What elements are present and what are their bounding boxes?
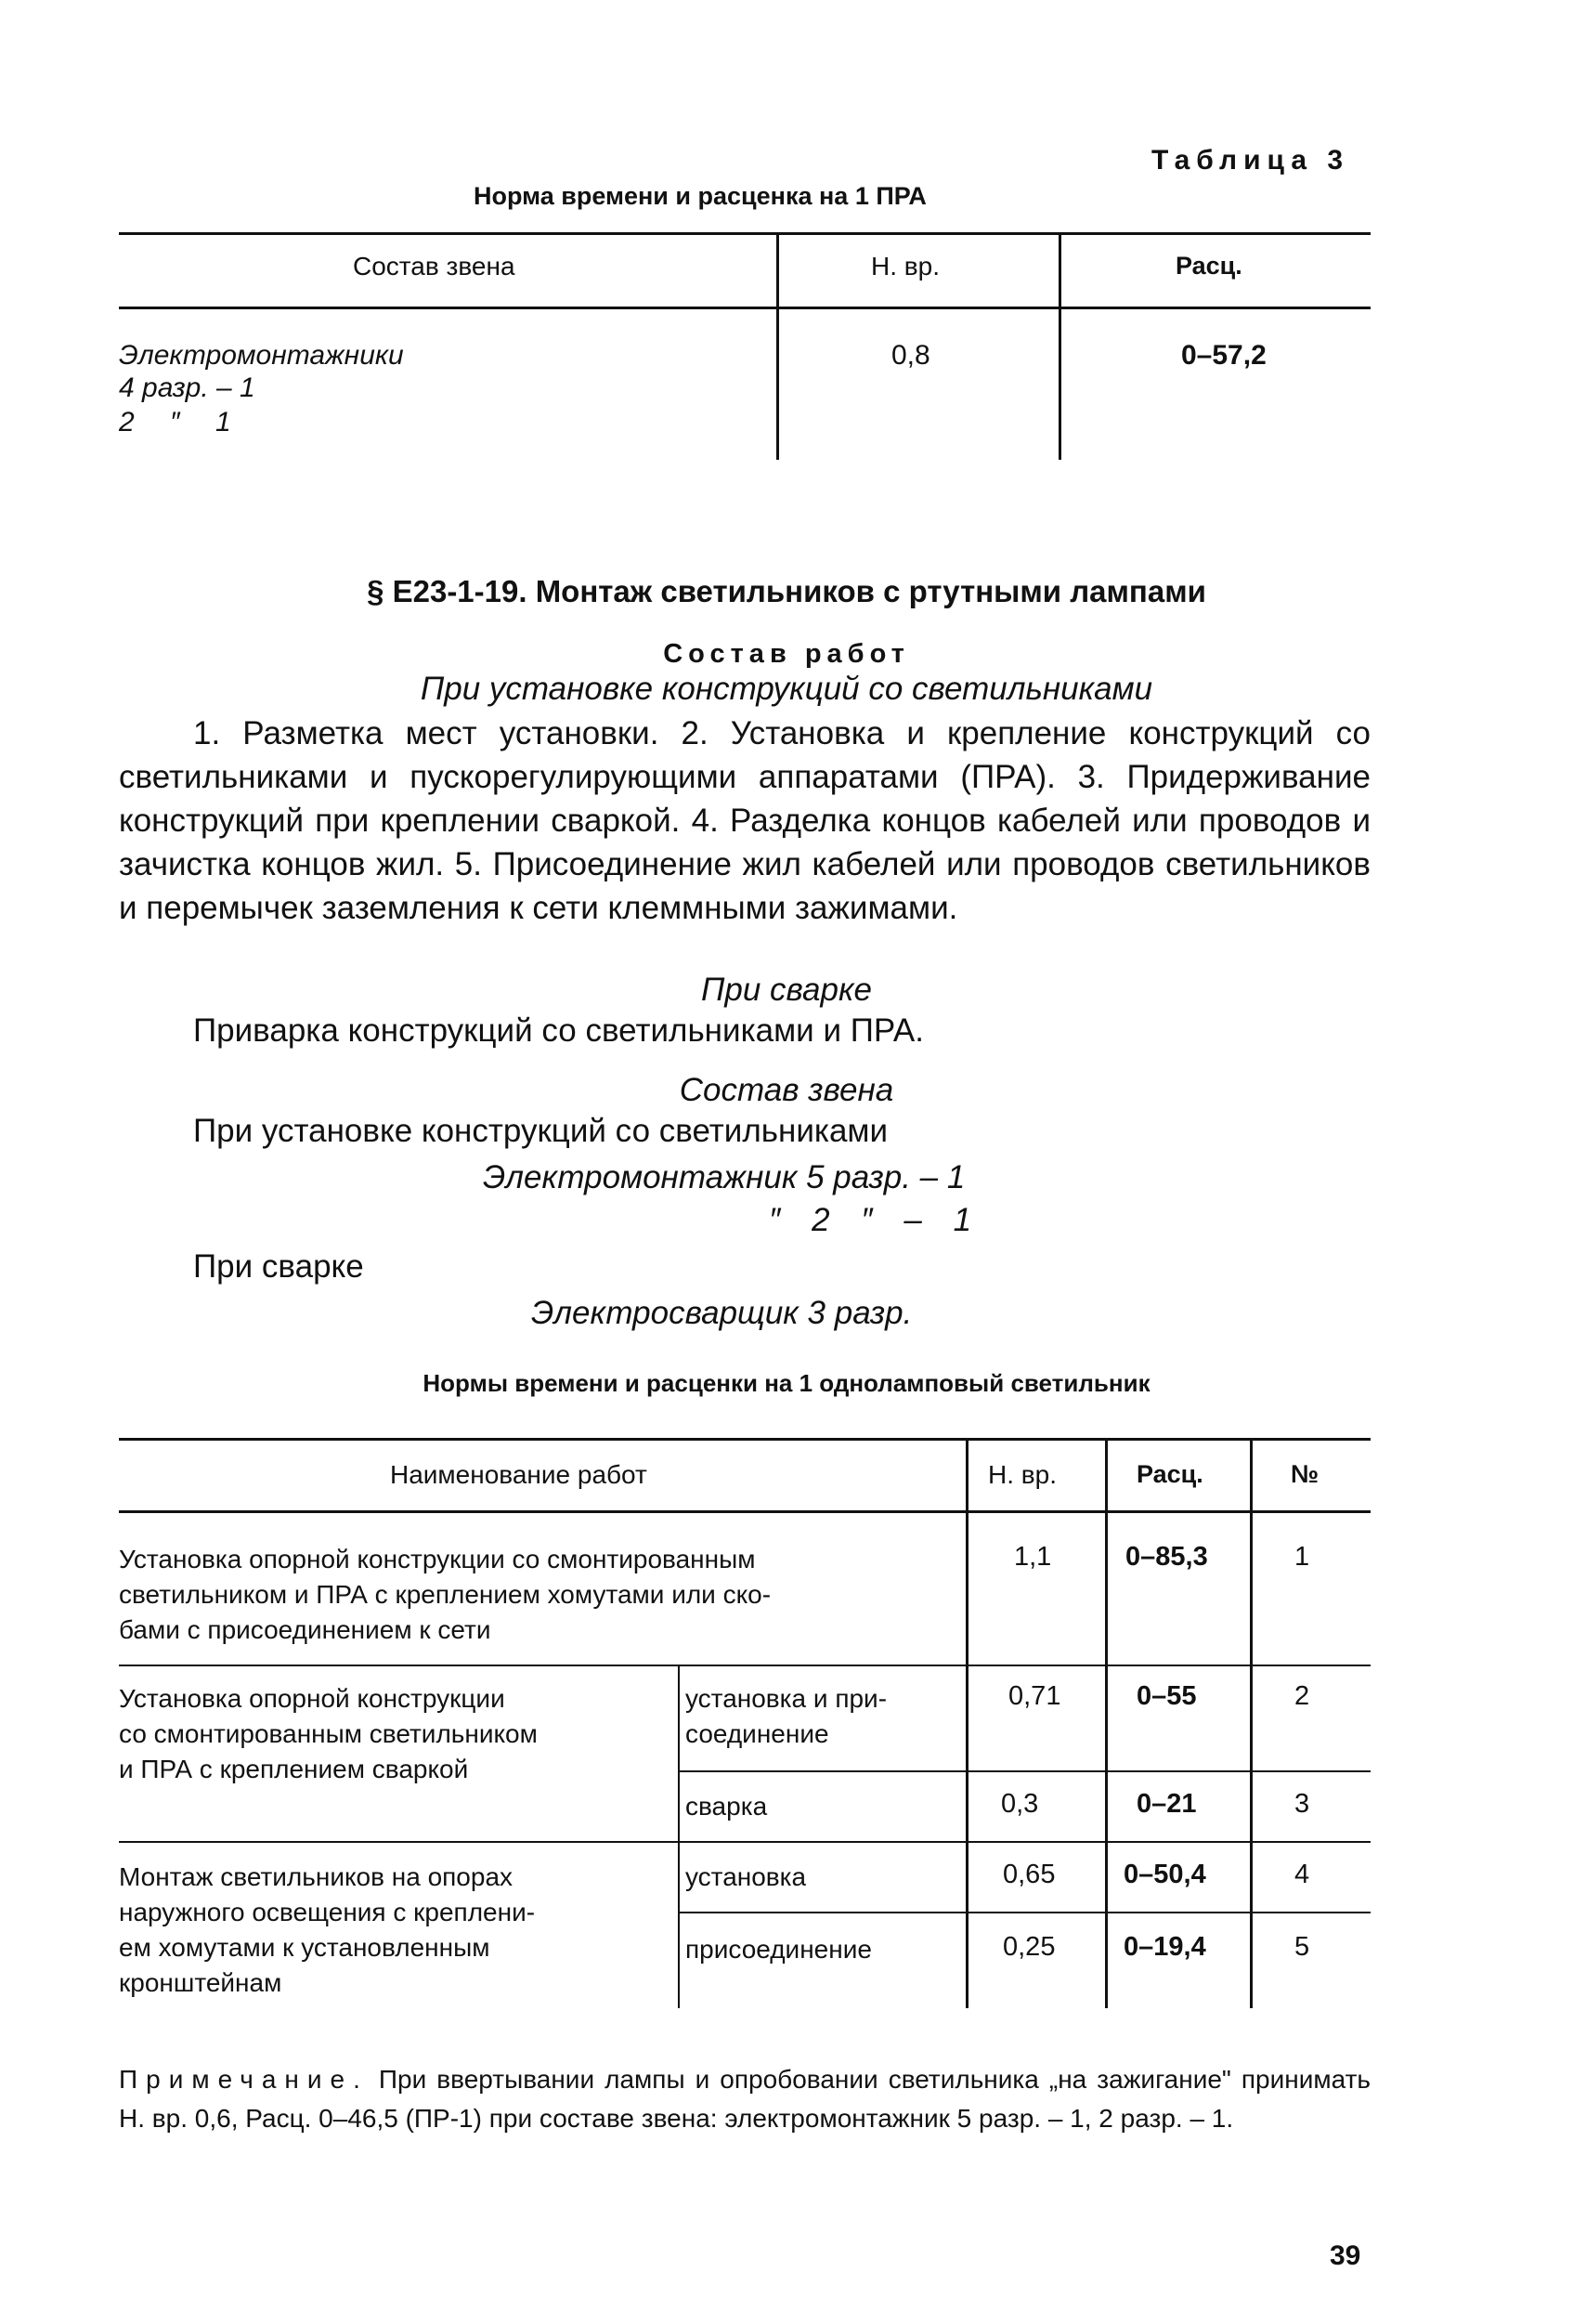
table2-subrow-rule bbox=[678, 1770, 1371, 1772]
table2-row2-name: со смонтированным светильником bbox=[119, 1719, 538, 1748]
table2-rate: 0–50,4 bbox=[1124, 1860, 1206, 1889]
table2-norm: 0,3 bbox=[1001, 1789, 1039, 1819]
table2-title: Нормы времени и расценки на 1 одноламповый светильник bbox=[422, 1369, 1150, 1397]
table2-row-rule bbox=[119, 1665, 1371, 1666]
table2-subwork: присоединение bbox=[685, 1935, 872, 1964]
crew-heading: Состав звена bbox=[679, 1072, 894, 1108]
table2-header-number: № bbox=[1291, 1460, 1320, 1488]
table3-header-rule bbox=[119, 307, 1371, 309]
page-number: 39 bbox=[1330, 2240, 1361, 2271]
table2-row1-name: Установка опорной конструкции со смонтированным bbox=[119, 1545, 756, 1573]
table2-number: 4 bbox=[1294, 1860, 1310, 1889]
table3-top-rule bbox=[119, 232, 1371, 235]
table2-subwork: установка и при- bbox=[685, 1684, 888, 1713]
table2-rate: 0–21 bbox=[1137, 1789, 1197, 1819]
table2-rate: 0–55 bbox=[1137, 1681, 1197, 1711]
table2-norm: 0,25 bbox=[1003, 1932, 1056, 1962]
table2-col-divider bbox=[1105, 1438, 1108, 2008]
table2-rate: 0–19,4 bbox=[1124, 1932, 1206, 1962]
table2-number: 2 bbox=[1294, 1681, 1310, 1711]
crew-install-label: При установке конструкций со светильниками bbox=[193, 1113, 889, 1149]
table2-row3-name: ем хомутами к установленным bbox=[119, 1933, 490, 1962]
table2-header-name: Наименование работ bbox=[390, 1460, 647, 1489]
table2-header-rate: Расц. bbox=[1137, 1460, 1203, 1488]
crew-weld-label: При сварке bbox=[193, 1248, 364, 1285]
note bbox=[119, 2060, 1371, 2138]
table3-col-divider bbox=[776, 232, 779, 460]
table2-number: 1 bbox=[1294, 1542, 1310, 1572]
work-heading: Состав работ bbox=[663, 639, 910, 669]
note-text: При ввертывании лампы и опробовании светильника „на зажигание" принимать Н. вр. 0,6, Расц. 0–46,5 (ПР-1) при составе звена: электромонтажник 5 разр. – 1, 2 разр. – 1. bbox=[119, 2065, 1371, 2133]
table2-number: 3 bbox=[1294, 1789, 1310, 1819]
note-label: Примечание. bbox=[119, 2065, 369, 2094]
table3-crew-line: 4 разр. – 1 bbox=[119, 372, 255, 403]
table2-row3-name: Монтаж светильников на опорах bbox=[119, 1862, 514, 1891]
table2-subwork: сварка bbox=[685, 1792, 768, 1821]
table2-header-norm: Н. вр. bbox=[988, 1460, 1058, 1489]
table-label: Таблица 3 bbox=[1151, 145, 1350, 176]
table2-norm: 0,71 bbox=[1008, 1681, 1061, 1711]
table2-norm: 1,1 bbox=[1014, 1542, 1052, 1572]
table3-col-divider bbox=[1059, 232, 1061, 460]
table2-row1-name: светильником и ПРА с креплением хомутами или ско- bbox=[119, 1580, 772, 1609]
weld-text: Приварка конструкций со светильниками и ПРА. bbox=[193, 1012, 924, 1049]
table3-header-rate: Расц. bbox=[1176, 252, 1242, 280]
table2-subrow-rule bbox=[678, 1912, 1371, 1913]
table2-col-divider bbox=[1250, 1438, 1253, 2008]
table2-subwork: установка bbox=[685, 1862, 807, 1891]
table2-rate: 0–85,3 bbox=[1125, 1542, 1208, 1572]
crew-install-member: Электромонтажник 5 разр. – 1 bbox=[483, 1159, 966, 1195]
table2-top-rule bbox=[119, 1438, 1371, 1441]
table2-header-rule bbox=[119, 1510, 1371, 1513]
table3-crew-line: Электромонтажники bbox=[119, 340, 404, 371]
table2-row1-name: бами с присоединением к сети bbox=[119, 1615, 491, 1644]
table2-row2-name: и ПРА с креплением сваркой bbox=[119, 1755, 469, 1783]
table2-row-rule bbox=[119, 1841, 1371, 1843]
table3-header-crew: Состав звена bbox=[353, 252, 515, 281]
table2-row2-name: Установка опорной конструкции bbox=[119, 1684, 505, 1713]
crew-weld-member: Электросварщик 3 разр. bbox=[531, 1295, 913, 1331]
install-text: 1. Разметка мест установки. 2. Установка и крепление конструкций со светильниками и пускорегулирующими аппаратами (ПРА). 3. Придерживание конструкций при креплении сваркой. 4. Разделка концов кабелей или проводов и зачистка концов жил. 5. Присоединение жил кабелей или проводов светильников и перемычек заземления к сети клеммными зажимами. bbox=[119, 715, 1371, 926]
table3-title: Норма времени и расценка на 1 ПРА bbox=[474, 182, 927, 210]
table2-number: 5 bbox=[1294, 1932, 1310, 1962]
table2-row3-name: кронштейнам bbox=[119, 1968, 282, 1997]
table3-crew-line: 2 ″ 1 bbox=[119, 407, 231, 437]
table2-col-divider bbox=[966, 1438, 968, 2008]
subheading-install: При установке конструкций со светильниками bbox=[420, 671, 1153, 707]
table3-rate: 0–57,2 bbox=[1181, 340, 1267, 371]
crew-install-member: ″ 2 ″ – 1 bbox=[769, 1202, 972, 1238]
table3-norm: 0,8 bbox=[891, 340, 930, 371]
table2-subcol-divider bbox=[678, 1665, 680, 2008]
table2-subwork: соединение bbox=[685, 1719, 829, 1748]
table2-norm: 0,65 bbox=[1003, 1860, 1056, 1889]
table3-header-norm: Н. вр. bbox=[871, 252, 941, 281]
subheading-weld: При сварке bbox=[701, 972, 872, 1008]
section-title: § Е23-1-19. Монтаж светильников с ртутными лампами bbox=[367, 574, 1206, 608]
table2-row3-name: наружного освещения с креплени- bbox=[119, 1898, 536, 1926]
